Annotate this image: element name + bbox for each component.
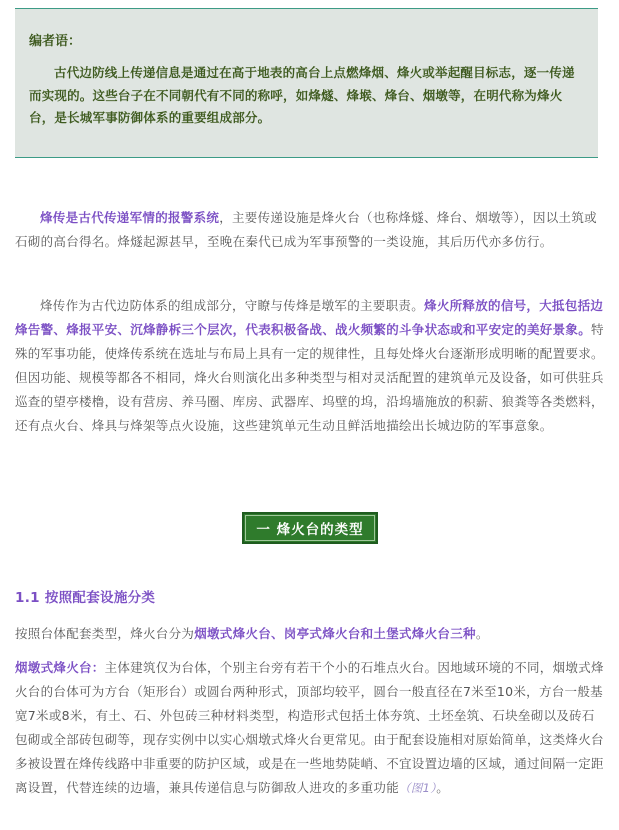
paragraph-yandun-end: 。 [436, 780, 450, 795]
paragraph-types-highlight: 烟墩式烽火台、岗亭式烽火台和土堡式烽火台三种 [194, 626, 476, 641]
editor-note-box [15, 8, 598, 158]
paragraph-types-end: 。 [475, 626, 489, 641]
paragraph-yandun-text: 主体建筑仅为台体，个别主台旁有若干个小的石堆点火台。因地域环境的不同，烟墩式烽火台的台体可为方台（矩形台）或圆台两种形式，顶部均较平，圆台一般直径在7米至10米，方台一般基宽7米或8米，有土、石、外包砖三种材料类型，构造形式包括土体夯筑、土坯垒筑、石块垒砌以及砖石包砌或全部砖包砌等，现存实例中以实心烟墩式烽火台更常见。由于配套设施相对原始简单，这类烽火台多被设置在烽传线路中非重要的防护区域，或是在一些地势陡峭、不宜设置边墙的区域，通过间隔一定距离设置，代替连续的边墙，兼具传递信息与防御敌人进攻的多重功能 [15, 660, 604, 795]
editor-note-title: 编者语： [29, 34, 82, 49]
paragraph-signals-highlight: 烽火所释放的信号，大抵包括边烽告警、烽报平安、沉烽静柝三个层次，代表积极备战、战火频繁的斗争状态或和平安定的美好景象。 [15, 298, 604, 337]
paragraph-types [15, 622, 607, 646]
figure-reference-link[interactable]: （图1） [399, 781, 437, 795]
editor-note-text: 古代边防线上传递信息是通过在高于地表的高台上点燃烽烟、烽火或举起醒目标志，逐一传递而实现的。这些台子在不同朝代有不同的称呼，如烽燧、烽堠、烽台、烟墩等，在明代称为烽火台，是长城军事防御体系的重要组成部分。 [29, 65, 575, 125]
paragraph-signals-text-a: 烽传作为古代边防体系的组成部分，守瞭与传烽是墩军的主要职责。 [40, 298, 425, 313]
paragraph-yandun [15, 656, 607, 800]
paragraph-intro-highlight: 烽传是古代传递军情的报警系统 [40, 210, 220, 225]
paragraph-signals [15, 294, 607, 438]
section-heading: 一 烽火台的类型 [242, 512, 378, 544]
paragraph-intro-text: ，主要传递设施是烽火台（也称烽燧、烽台、烟墩等），因以土筑或石砌的高台得名。烽燧起源甚早，至晚在秦代已成为军事预警的一类设施，其后历代亦多仿行。 [15, 210, 597, 249]
paragraph-signals-text-b: 特殊的军事功能，使烽传系统在选址与布局上具有一定的规律性，且每处烽火台逐渐形成明晰的配置要求。但因功能、规模等都各不相同，烽火台则演化出多种类型与相对灵活配置的建筑单元及设备，如可供驻兵巡查的望亭楼橹，设有营房、养马圈、库房、武器库、坞壁的坞，沿坞墙施放的积薪、狼粪等各类燃料，还有点火台、烽具与烽架等点火设施，这些建筑单元生动且鲜活地描绘出长城边防的军事意象。 [15, 322, 604, 433]
paragraph-yandun-highlight: 烟墩式烽火台： [15, 660, 105, 675]
paragraph-intro [15, 206, 607, 254]
paragraph-types-text: 按照台体配套类型，烽火台分为 [15, 626, 195, 641]
subsection-heading: 1.1 按照配套设施分类 [15, 590, 156, 606]
